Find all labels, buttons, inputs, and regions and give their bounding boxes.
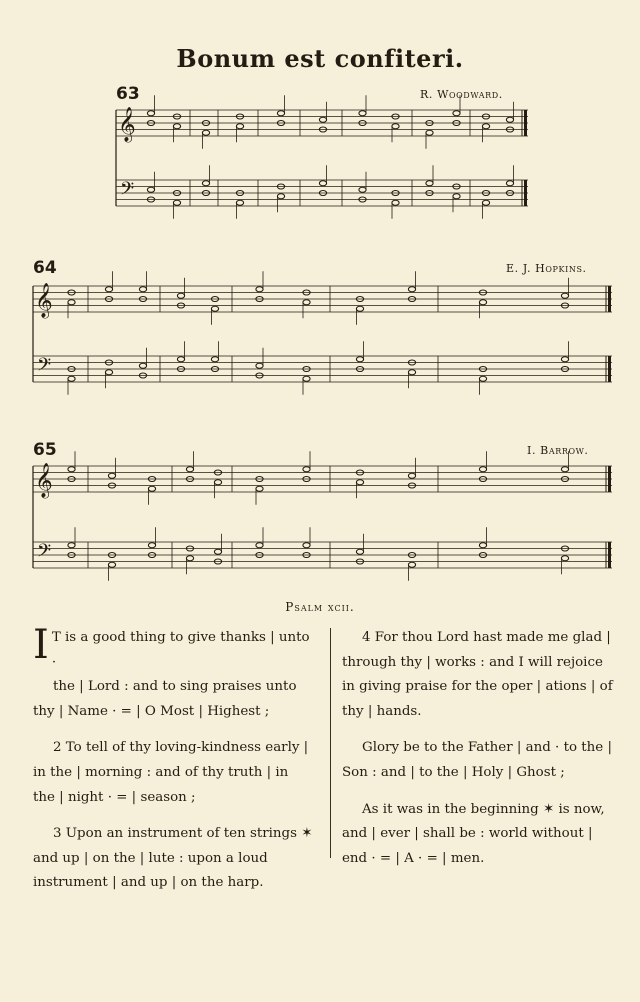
verse-line: Glory be to the Father | and · to the | [362, 740, 612, 756]
note-head [408, 287, 415, 292]
note-head [105, 287, 112, 292]
final-bar [524, 110, 527, 136]
note-head [392, 124, 399, 129]
bass-clef-icon: 𝄢 [120, 179, 135, 204]
note-head [408, 473, 415, 478]
verse-line: through thy | works : and I will rejoice [342, 654, 603, 670]
note-head [214, 549, 221, 554]
final-bar [608, 356, 611, 382]
verse-2 [33, 736, 318, 810]
gloria-1 [342, 736, 627, 785]
verse-line: 2 To tell of thy loving-kindness early | [53, 740, 309, 756]
note-head [202, 130, 209, 135]
note-head [211, 357, 218, 362]
note-head [236, 200, 243, 205]
note-head [561, 357, 568, 362]
treble-clef-icon: 𝄞 [118, 107, 136, 142]
psalm-heading: Psalm xcii. [285, 600, 355, 614]
verse-line: 4 For thou Lord hast made me glad | [362, 630, 611, 645]
note-head [303, 376, 310, 381]
note-head [426, 130, 433, 135]
verse-line: and up | on the | lute : upon a loud [33, 850, 268, 866]
note-head [479, 543, 486, 548]
composer-63: R. Woodward. [420, 88, 503, 101]
final-bar [608, 286, 611, 312]
note-head [256, 543, 263, 548]
note-head [108, 473, 115, 478]
note-head [426, 181, 433, 186]
note-head [392, 200, 399, 205]
verse-line: thy | hands. [342, 703, 422, 719]
note-head [479, 376, 486, 381]
verse-line: T is a good thing to give thanks | unto · [51, 630, 310, 670]
note-head [68, 300, 75, 305]
note-head [561, 467, 568, 472]
note-head [277, 111, 284, 116]
verse-4 [342, 626, 627, 724]
bass-clef-icon: 𝄢 [37, 355, 52, 380]
note-head [482, 200, 489, 205]
note-head [356, 480, 363, 485]
page-title: Bonum est confiteri. [176, 44, 464, 73]
note-head [482, 124, 489, 129]
note-head [211, 306, 218, 311]
note-head [214, 480, 221, 485]
tune-number-65: 65 [33, 440, 57, 460]
note-head [408, 562, 415, 567]
drop-capital: I [33, 622, 49, 668]
verse-line: end · = | A · = | men. [342, 850, 485, 866]
note-head [561, 556, 568, 561]
verse-line: in giving praise for the oper | ations | of [342, 679, 613, 695]
note-head [139, 363, 146, 368]
composer-65: I. Barrow. [527, 444, 589, 457]
verse-line: Son : and | to the | Holy | Ghost ; [342, 764, 565, 780]
psalm-right-column [342, 626, 627, 883]
gloria-2 [342, 798, 627, 872]
note-head [561, 293, 568, 298]
verse-3 [33, 822, 318, 896]
verse-line: 3 Upon an instrument of ten strings ✶ [53, 826, 313, 842]
verse-1 [33, 622, 318, 724]
note-head [303, 467, 310, 472]
note-head [186, 467, 193, 472]
note-head [108, 562, 115, 567]
note-head [236, 124, 243, 129]
note-head [277, 194, 284, 199]
final-bar [524, 180, 527, 206]
note-head [147, 111, 154, 116]
note-head [453, 194, 460, 199]
verse-line: As it was in the beginning ✶ is now, [362, 801, 605, 817]
note-head [359, 111, 366, 116]
verse-line: instrument | and up | on the harp. [33, 875, 264, 891]
bass-clef-icon: 𝄢 [37, 541, 52, 566]
treble-clef-icon: 𝄞 [35, 463, 53, 498]
note-head [356, 306, 363, 311]
note-head [148, 543, 155, 548]
note-head [68, 543, 75, 548]
note-head [479, 300, 486, 305]
note-head [319, 117, 326, 122]
note-head [177, 357, 184, 362]
note-head [68, 376, 75, 381]
note-head [303, 543, 310, 548]
note-head [506, 181, 513, 186]
note-head [186, 556, 193, 561]
note-head [173, 200, 180, 205]
note-head [256, 363, 263, 368]
note-head [303, 300, 310, 305]
final-bar [608, 542, 611, 568]
note-head [139, 287, 146, 292]
verse-line: the | night · = | season ; [33, 789, 196, 805]
note-head [256, 486, 263, 491]
note-head [359, 187, 366, 192]
final-bar [608, 466, 611, 492]
verse-line: the | Lord : and to sing praises unto [53, 679, 297, 695]
psalm-left-column [33, 622, 318, 908]
note-head [256, 287, 263, 292]
composer-64: E. J. Hopkins. [506, 262, 587, 275]
note-head [68, 467, 75, 472]
note-head [479, 467, 486, 472]
note-head [148, 486, 155, 491]
verse-line: in the | morning : and of thy truth | in [33, 764, 289, 780]
note-head [356, 357, 363, 362]
note-head [202, 181, 209, 186]
note-head [105, 370, 112, 375]
tune-number-63: 63 [116, 84, 140, 104]
treble-clef-icon: 𝄞 [35, 283, 53, 318]
note-head [408, 370, 415, 375]
verse-line: thy | Name · = | O Most | Highest ; [33, 703, 270, 719]
note-head [506, 117, 513, 122]
note-head [177, 293, 184, 298]
note-head [147, 187, 154, 192]
note-head [356, 549, 363, 554]
note-head [173, 124, 180, 129]
note-head [319, 181, 326, 186]
tune-number-64: 64 [33, 258, 57, 278]
verse-line: and | ever | shall be : world without | [342, 826, 593, 842]
column-divider [330, 628, 331, 858]
note-head [453, 111, 460, 116]
